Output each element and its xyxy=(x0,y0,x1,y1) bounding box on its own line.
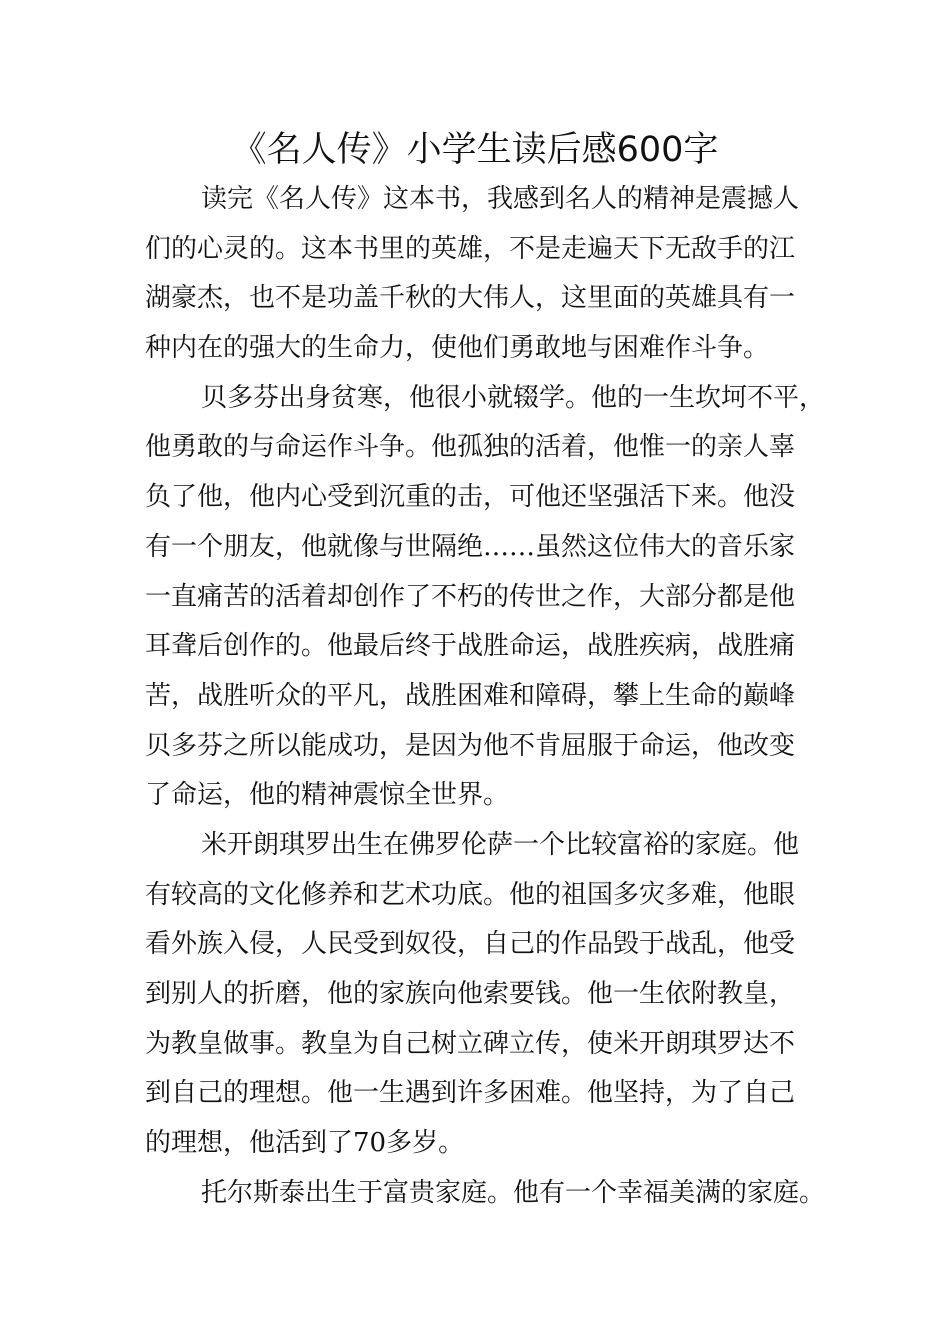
paragraph-1 xyxy=(145,175,825,374)
text-line: 托尔斯泰出生于富贵家庭。他有一个幸福美满的家庭。 xyxy=(201,1177,826,1208)
document-body xyxy=(145,175,825,1218)
text-line: 他勇敢的与命运作斗争。他孤独的活着，他惟一的亲人辜 xyxy=(145,432,796,463)
paragraph-4 xyxy=(145,1169,825,1219)
text-line: 一直痛苦的活着却创作了不朽的传世之作，大部分都是他 xyxy=(145,581,796,612)
text-line: 到自己的理想。他一生遇到许多困难。他坚持，为了自己 xyxy=(145,1078,796,1109)
paragraph-2 xyxy=(145,374,825,821)
text-line: 负了他，他内心受到沉重的击，可他还坚强活下来。他没 xyxy=(145,482,796,513)
text-line: 的理想，他活到了70多岁。 xyxy=(145,1128,465,1159)
text-line: 读完《名人传》这本书，我感到名人的精神是震撼人 xyxy=(201,184,800,214)
document-title: 《名人传》小学生读后感600字 xyxy=(231,130,719,170)
text-line: 了命运，他的精神震惊全世界。 xyxy=(145,780,510,811)
text-line: 看外族入侵，人民受到奴役，自己的作品毁于战乱，他受 xyxy=(145,929,796,960)
text-line: 到别人的折磨，他的家族向他索要钱。他一生依附教皇， xyxy=(145,979,796,1009)
paragraph-3 xyxy=(145,821,825,1169)
text-line: 苦，战胜听众的平凡，战胜困难和障碍，攀上生命的巅峰 xyxy=(145,680,796,711)
text-line: 湖豪杰，也不是功盖千秋的大伟人，这里面的英雄具有一 xyxy=(145,283,796,314)
text-line: 米开朗琪罗出生在佛罗伦萨一个比较富裕的家庭。他 xyxy=(201,829,800,860)
text-line: 为教皇做事。教皇为自己树立碑立传，使米开朗琪罗达不 xyxy=(145,1028,796,1059)
text-line: 贝多芬之所以能成功，是因为他不肯屈服于命运，他改变 xyxy=(145,730,796,761)
text-line: 有较高的文化修养和艺术功底。他的祖国多灾多难，他眼 xyxy=(145,879,796,910)
text-line: 耳聋后创作的。他最后终于战胜命运，战胜疾病，战胜痛 xyxy=(145,631,796,662)
text-line: 有一个朋友，他就像与世隔绝……虽然这位伟大的音乐家 xyxy=(145,531,796,562)
text-line: 贝多芬出身贫寒，他很小就辍学。他的一生坎坷不平， xyxy=(201,382,826,413)
text-line: 种内在的强大的生命力，使他们勇敢地与困难作斗争。 xyxy=(145,333,770,364)
text-line: 们的心灵的。这本书里的英雄，不是走遍天下无敌手的江 xyxy=(145,233,796,264)
